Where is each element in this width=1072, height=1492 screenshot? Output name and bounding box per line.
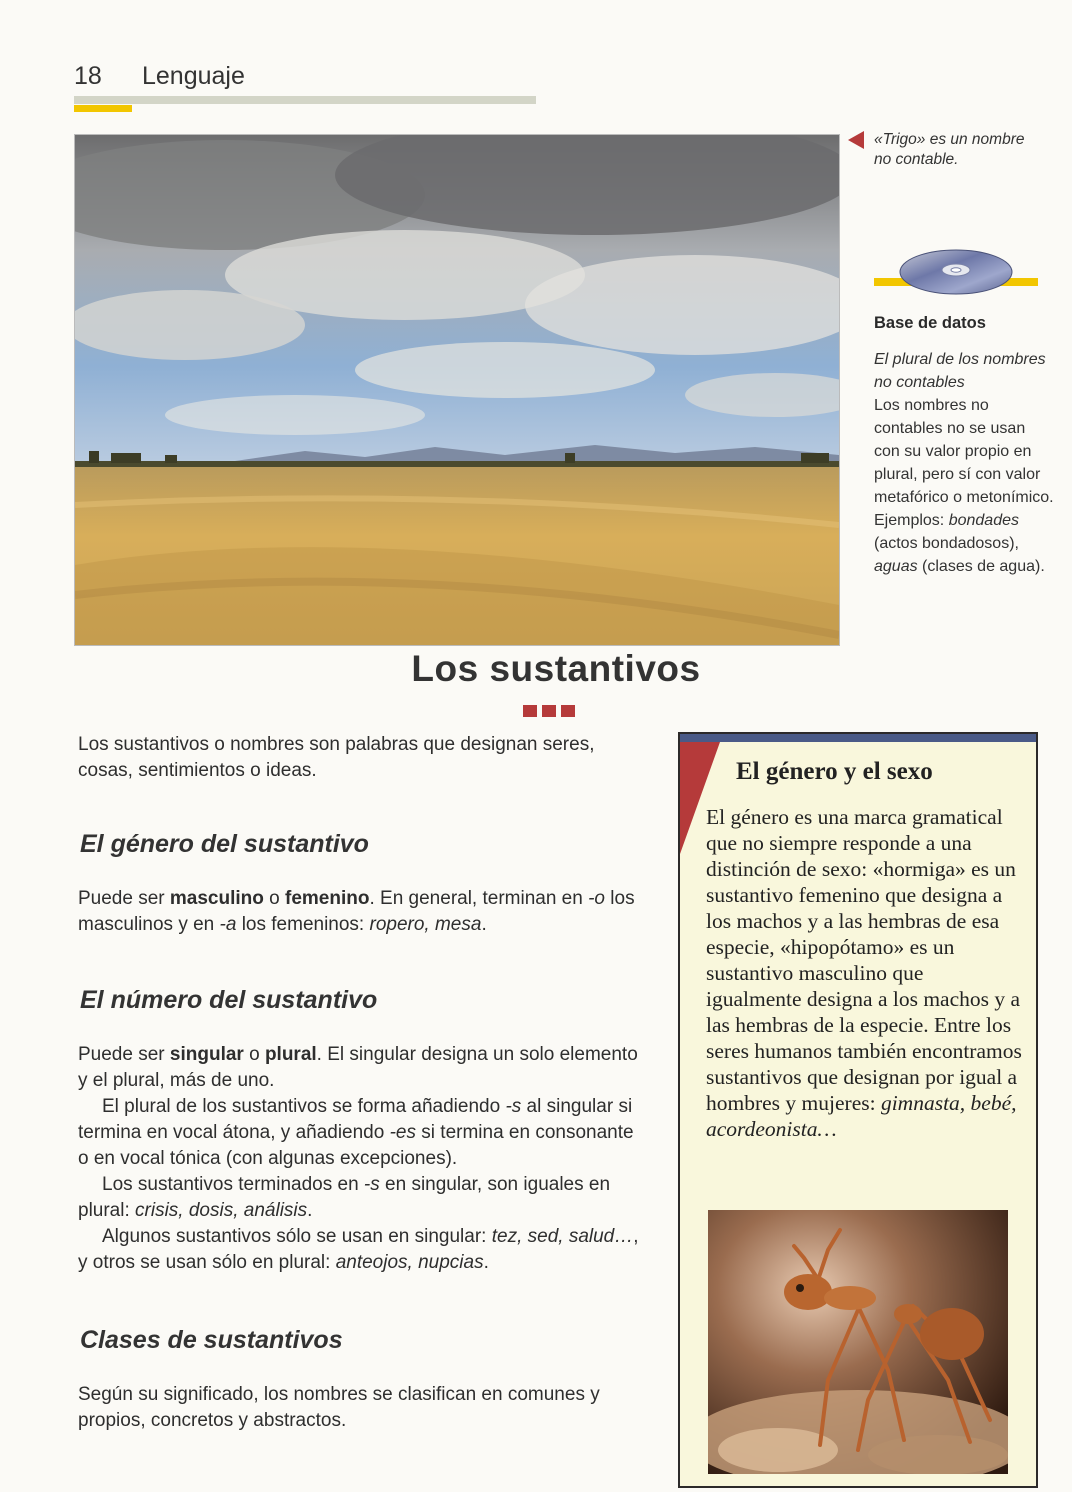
number-paragraph-3	[78, 1172, 644, 1224]
text: .	[481, 914, 487, 935]
title-ornament	[523, 704, 580, 722]
header-accent	[74, 105, 132, 112]
bold-term: femenino	[285, 888, 370, 909]
database-body: Los nombres no contables no se usan con su valor propio en plural, pero sí con valor metafórico o metonímico. Ejemplos:	[874, 397, 1054, 529]
italic-term: -o	[588, 888, 606, 909]
text: Puede ser	[78, 1044, 170, 1065]
italic-term: crisis, dosis, análisis	[135, 1200, 308, 1221]
italic-term: ropero, mesa	[369, 914, 482, 935]
text: .	[307, 1200, 313, 1221]
bold-term: plural	[264, 1044, 317, 1065]
text: o	[243, 1044, 265, 1065]
text: Los sustantivos terminados en	[102, 1174, 364, 1195]
gender-paragraph	[78, 886, 644, 938]
italic-term: -s	[505, 1096, 522, 1117]
database-body-end: (clases de agua).	[917, 558, 1045, 575]
text: . El singular designa un solo elemento y el plural, más de uno.	[78, 1044, 638, 1091]
caption-pointer-icon	[848, 131, 864, 154]
text: los femeninos:	[236, 914, 370, 935]
ornament-square	[523, 705, 537, 717]
ornament-square	[542, 705, 556, 717]
number-heading: El número del sustantivo	[80, 986, 378, 1014]
text: al singular si termina en vocal átona, y añadiendo	[78, 1096, 633, 1143]
text: El plural de los sustantivos se forma añadiendo	[102, 1096, 506, 1117]
text: si termina en consonante o en vocal tónica (con algunas excepciones).	[78, 1122, 634, 1169]
header-rule	[74, 96, 536, 104]
cd-disc-icon	[898, 248, 1014, 301]
box-title: El género y el sexo	[736, 758, 933, 785]
database-example-2: aguas	[874, 558, 918, 575]
box-text	[706, 804, 1024, 1142]
photo-caption: «Trigo» es un nombre no contable.	[874, 131, 1025, 168]
italic-term: anteojos, nupcias	[335, 1252, 484, 1273]
number-paragraph-4	[78, 1224, 644, 1276]
wheat-field-photo	[74, 134, 840, 646]
text: o	[263, 888, 286, 909]
classes-paragraph: Según su significado, los nombres se clasifican en comunes y propios, concretos y abstractos.	[78, 1384, 600, 1431]
database-body-mid: (actos bondadosos),	[874, 535, 1019, 552]
database-example-1: bondades	[948, 512, 1019, 529]
italic-term: tez, sed, salud…	[491, 1226, 634, 1247]
box-top-stripe	[680, 734, 1036, 742]
italic-term: -es	[389, 1122, 417, 1143]
page-number: 18	[74, 62, 102, 90]
database-subtitle: El plural de los nombres no contables	[874, 351, 1046, 391]
database-title: Base de datos	[874, 314, 986, 332]
gender-heading: El género del sustantivo	[80, 830, 369, 858]
text: Algunos sustantivos sólo se usan en singular:	[102, 1226, 492, 1247]
text: en singular, son iguales en plural:	[78, 1174, 611, 1221]
ant-photo	[708, 1210, 1008, 1474]
text: , y otros se usan sólo en plural:	[78, 1226, 639, 1273]
number-paragraphs	[78, 1042, 644, 1276]
italic-term: -s	[363, 1174, 380, 1195]
box-body: El género es una marca gramatical que no siempre responde a una distinción de sexo: «hormiga» es un sustantivo femenino que designa a los machos y a las hembras de esa especie, «hipopótamo» es un sustantivo masculino que igualmente designa a los machos y a las hembras de la especie. Entre los seres humanos también encontramos sustantivos que designan por igual a hombres y mujeres:	[706, 805, 1022, 1115]
section-name: Lenguaje	[142, 62, 245, 90]
number-paragraph-2	[78, 1094, 644, 1172]
intro-paragraph: Los sustantivos o nombres son palabras que designan seres, cosas, sentimientos o ideas.	[78, 734, 595, 781]
database-text	[874, 348, 1054, 578]
text: los masculinos y en	[78, 888, 635, 935]
text: . En general, terminan en	[369, 888, 589, 909]
number-paragraph-1	[78, 1042, 644, 1094]
text: .	[483, 1252, 489, 1273]
gender-sex-box	[678, 732, 1038, 1488]
page-title: Los sustantivos	[411, 648, 701, 689]
ornament-square	[561, 705, 575, 717]
bold-term: singular	[169, 1044, 244, 1065]
box-examples: gimnasta, bebé, acordeonista…	[706, 1091, 1017, 1141]
bold-term: masculino	[169, 888, 264, 909]
classes-heading: Clases de sustantivos	[80, 1326, 343, 1354]
text: Puede ser	[78, 888, 170, 909]
italic-term: -a	[219, 914, 237, 935]
